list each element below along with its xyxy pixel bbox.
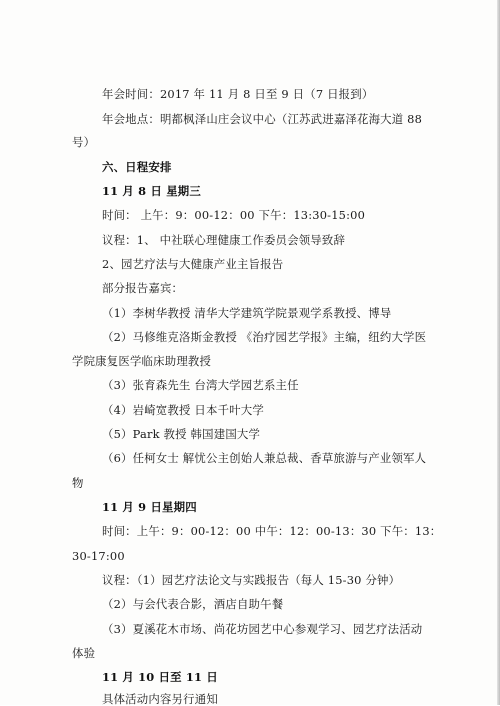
day1-agenda-1: 议程：1、 中社联心理健康工作委员会领导致辞 [102,233,346,247]
guest-item: （4）岩崎宽教授 日本千叶大学 [102,403,264,417]
day3-title: 11 月 10 日至 11 日 [102,670,218,684]
guest-item: （2）马修维克洛斯金教授 《治疗园艺学报》主编，纽约大学医 [102,330,427,344]
day2-time: 时间：上午：9：00-12：00 中午：12：00-13：30 下午：13： [102,524,442,538]
guest-item: （1）李树华教授 清华大学建筑学院景观学系教授、博导 [102,306,392,320]
section-heading: 六、日程安排 [102,160,172,174]
day3-note: 具体活动内容另行通知 [102,692,218,706]
day2-agenda-item: （3）夏溪花木市场、尚花坊园艺中心参观学习、园艺疗法活动 [102,622,423,636]
guest-item: （3）张育森先生 台湾大学园艺系主任 [102,378,299,392]
day1-time: 时间： 上午：9：00-12：00 下午：13:30-15:00 [102,208,366,222]
day1-agenda-2: 2、园艺疗法与大健康产业主旨报告 [102,257,284,271]
guests-label: 部分报告嘉宾： [102,281,184,295]
guest-item-cont: 学院康复医学临床助理教授 [72,354,212,368]
day2-agenda-item: （2）与会代表合影，酒店自助午餐 [102,597,284,611]
day2-title: 11 月 9 日星期四 [102,500,197,514]
meeting-time: 年会时间：2017 年 11 月 8 日至 9 日（7 日报到） [102,87,374,101]
guest-item-cont: 物 [72,476,84,490]
day1-title: 11 月 8 日 星期三 [102,184,201,198]
day2-time-cont: 30-17:00 [72,549,125,563]
guest-item: （6）任柯女士 解忧公主创始人兼总裁、香草旅游与产业领军人 [102,451,427,465]
guest-item: （5）Park 教授 韩国建国大学 [102,427,261,441]
meeting-location-cont: 号） [72,135,96,149]
day2-agenda-item-cont: 体验 [72,646,96,660]
day2-agenda-item: 议程：（1）园艺疗法论文与实践报告（每人 15-30 分钟） [102,573,401,587]
meeting-location: 年会地点：明都枫泽山庄会议中心（江苏武进嘉泽花海大道 88 [102,112,423,126]
